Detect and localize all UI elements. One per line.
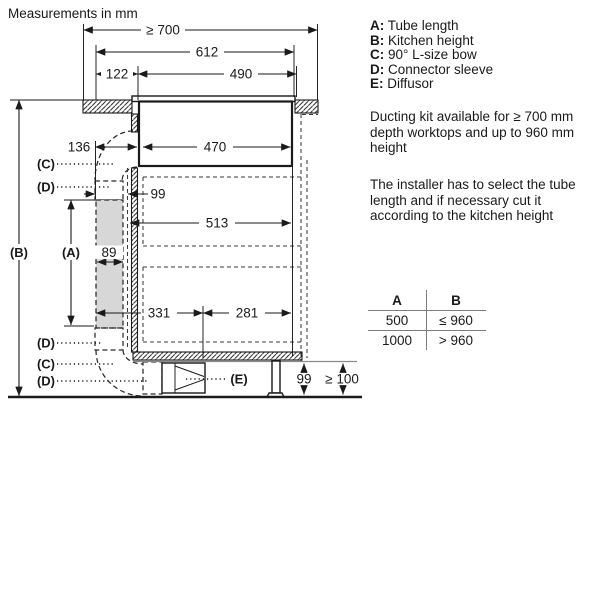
note-ducting-kit: Ducting kit available for ≥ 700 mm depth worktops and up to 960 mm height [370, 109, 575, 155]
legend-item-d: D: Connector sleeve [370, 61, 494, 77]
cabinet-bottom-shelf [133, 352, 302, 360]
table-header-row [368, 290, 486, 311]
diffusor [162, 363, 205, 393]
hob-duct-outlet [132, 114, 138, 132]
legend-key-c: C: [370, 47, 385, 63]
note-installer: The installer has to select the tube length and if necessary cut it according to the kitchen height [370, 177, 576, 223]
duct-position-upper [143, 177, 301, 246]
label-kitchen-height: (B) [9, 245, 29, 260]
legend-item-e: E: Diffusor [370, 76, 434, 92]
label-bow-bottom: (C) [36, 356, 56, 372]
legend-key-b: B: [370, 32, 385, 48]
dim-490-value: 490 [229, 66, 253, 82]
leader-lines [57, 164, 227, 381]
label-sleeve-mid: (D) [36, 335, 56, 351]
dim-depth-value: ≥ 700 [146, 22, 180, 38]
legend-item-c: C: 90° L-size bow [370, 47, 477, 63]
label-tube-length: (A) [61, 245, 81, 260]
hob-body [139, 102, 292, 167]
legend-key-a: A: [370, 18, 385, 33]
dim-612-value: 612 [195, 44, 219, 60]
legend-key-d: D: [370, 61, 385, 77]
dim-470-value: 470 [203, 139, 227, 155]
dim-513-value: 513 [205, 215, 229, 231]
cabinet-duct-wall [132, 168, 138, 352]
table-header-a: A [368, 290, 427, 310]
l-bow-top-outer [95, 131, 133, 180]
hob [132, 96, 296, 166]
dim-281-value: 281 [235, 305, 259, 321]
worktop-right [295, 100, 318, 113]
connector-sleeve-top [95, 181, 123, 200]
legend-item-b: B: Kitchen height [370, 32, 474, 48]
legend-key-e: E: [370, 76, 384, 92]
label-bow-top: (C) [36, 156, 56, 172]
label-sleeve-bottom: (D) [36, 373, 56, 389]
label-diffusor: (E) [230, 371, 248, 387]
table-row: 1000 > 960 [368, 331, 486, 350]
dim-89-value: 89 [101, 245, 117, 260]
label-sleeve-top: (D) [36, 179, 56, 195]
dim-122-value: 122 [105, 66, 129, 82]
dim-331-value: 331 [147, 305, 171, 321]
page-title: Measurements in mm [8, 6, 138, 21]
duct-position-lower [143, 267, 301, 342]
parts-legend [370, 19, 493, 92]
tube-length-table [368, 290, 486, 350]
dim-99-height-value: 99 [296, 371, 312, 387]
dim-136-value: 136 [67, 139, 91, 155]
table-header-b: B [451, 292, 461, 308]
diffusor-body [162, 363, 205, 393]
legend-item-a: A: Tube length [370, 18, 459, 33]
dim-99-gap-value: 99 [150, 186, 166, 202]
table-row: 500 ≤ 960 [368, 311, 486, 331]
worktop-left [83, 100, 132, 113]
tube [96, 200, 123, 328]
dim-clearance-value: ≥ 100 [325, 371, 359, 387]
cabinet-leg [272, 361, 280, 393]
connector-sleeve-bottom [95, 328, 123, 350]
connector-sleeve-diffusor [143, 362, 162, 394]
